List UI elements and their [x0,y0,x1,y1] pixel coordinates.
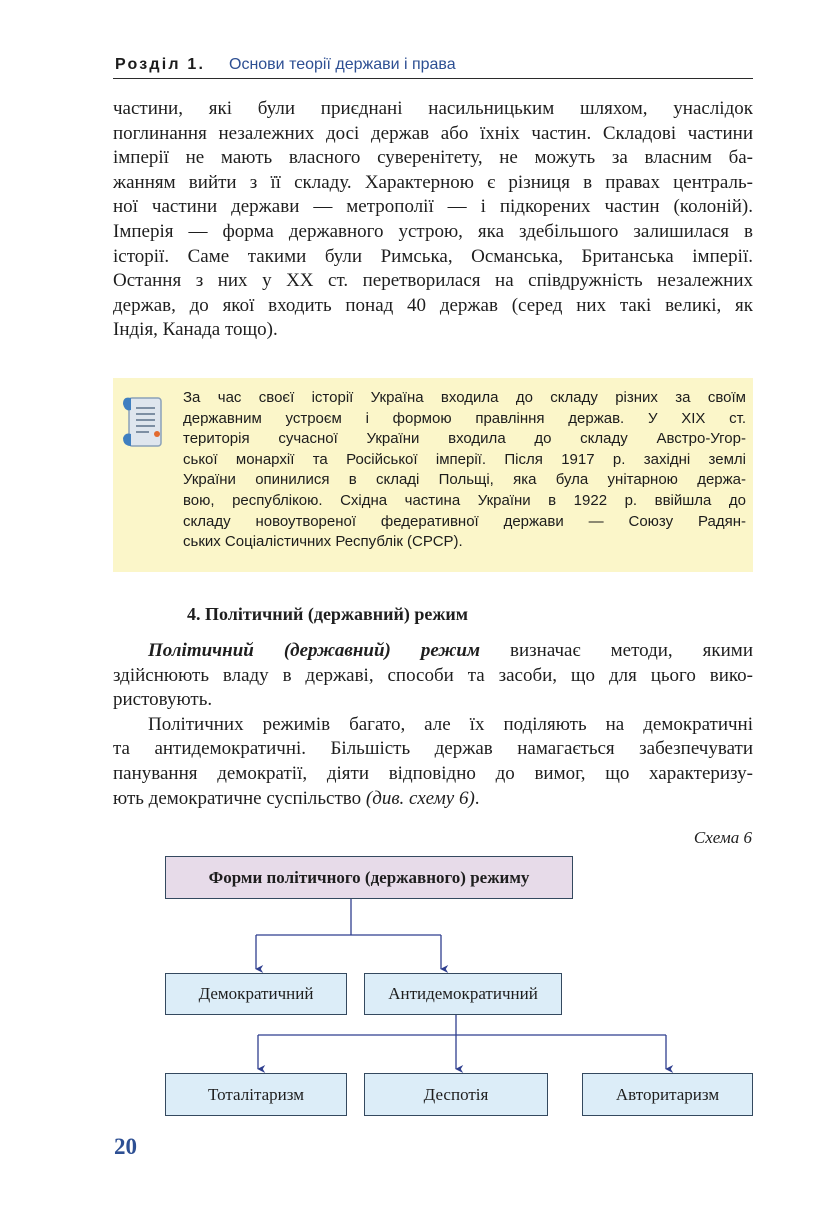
text-line: ристовують. [113,689,213,711]
text-line: ної частини держави — метрополії — і підкорених частин (колоній). [113,196,753,218]
definition-line [113,639,753,664]
text-line: панування демократії, діяти відповідно до вимог, що характеризу- [113,762,753,784]
text-line [113,787,753,812]
text-line: імперії не мають власного суверенітету, не можуть за власним ба- [113,147,753,169]
page-number: 20 [114,1134,137,1159]
history-note-box [113,378,753,572]
text-line: здійснюють владу в державі, способи та засоби, що для цього вико- [113,664,753,686]
text-line: та антидемократичні. Більшість держав намагається забезпечувати [113,738,753,760]
note-line: ської монархії та Російської імперії. Після 1917 р. західні землі [183,450,746,468]
note-text [183,388,746,553]
scheme-root-node: Форми політичного (державного) режиму [165,856,573,899]
text-line: Політичних режимів багато, але їх поділяють на демократичні [148,713,753,735]
text-line: Індія, Канада тощо). [113,319,278,341]
note-line: територія сучасної України входила до складу Австро-Угор- [183,430,746,448]
node-totalitarianism: Тоталітаризм [165,1073,347,1116]
text-fragment: ють демократичне суспільство [113,787,366,809]
note-line: України опинилися в складі Польщі, яка була унітарною держа- [183,471,746,489]
text-line: жанням вийти з її складу. Характерною є різниця в правах централь- [113,171,753,193]
node-despotism: Деспотія [364,1073,548,1116]
scheme-label: Схема 6 [693,828,752,847]
text-fragment: . [474,787,480,809]
text-line: Остання з них у XX ст. перетворилася на співдружність незалежних [113,270,753,292]
scroll-icon [119,394,167,450]
running-header [113,52,753,79]
text-line: Імперія — форма державного устрою, яка здебільшого залишилася в [113,220,753,242]
note-line: За час своєї історії Україна входила до складу різних за своїм [183,389,746,406]
note-line: складу новоутвореної федеративної держави — Союзу Радян- [183,512,746,530]
note-line: вою, республікою. Східна частина України в 1922 р. ввійшла до [183,491,746,509]
text-line: поглинання незалежних досі держав або їхніх частин. Складові частини [113,122,753,144]
defined-term: Політичний (державний) режим [148,640,481,661]
node-antidemocratic: Антидемократичний [364,973,562,1015]
node-authoritarianism: Авторитаризм [582,1073,753,1116]
definition-text: визначає методи, якими [480,640,753,661]
scheme-reference: (див. схему 6) [365,787,475,809]
text-line: частини, які були приєднані насильницьким шляхом, унаслідок [113,98,753,119]
note-line: ських Соціалістичних Республік (СРСР). [183,533,463,551]
node-democratic: Демократичний [165,973,347,1015]
note-line: державним устроєм і формою правління держав. У XIX ст. [183,409,746,427]
text-line: держав, до якої входить понад 40 держав (серед них такі великі, як [113,294,753,316]
section-title: Основи теорії держави і права [229,56,456,73]
paragraph-empire [113,97,753,343]
text-line: історії. Саме такими були Римська, Османська, Британська імперії. [113,245,753,267]
paragraph-regime [113,639,753,811]
section-heading: 4. Політичний (державний) режим [187,604,469,624]
section-label: Розділ 1. [115,56,206,73]
